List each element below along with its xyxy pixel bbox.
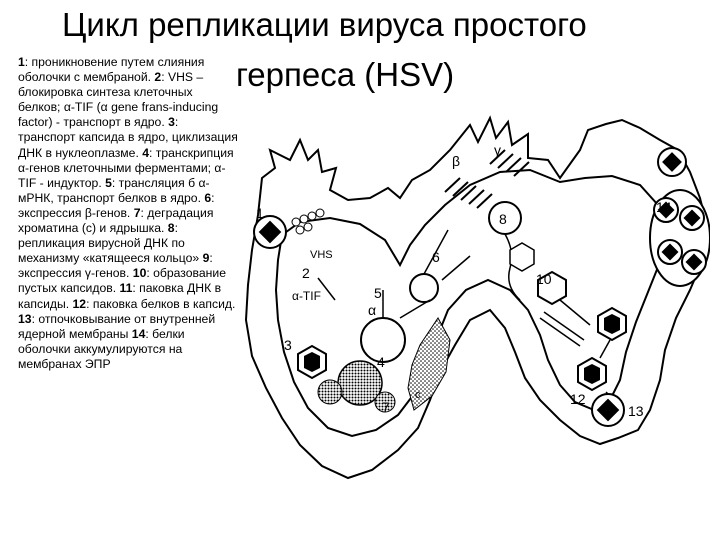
legend-description: : экспрессия β-генов. bbox=[18, 190, 215, 220]
legend-description: : паковка белков в капсид. bbox=[86, 296, 236, 311]
label-chromatin: c bbox=[415, 389, 421, 401]
legend-number: 13 bbox=[18, 311, 32, 326]
legend-description: : репликация вирусной ДНК по механизму «катящееся кольцо» bbox=[18, 221, 203, 266]
legend-number: 2 bbox=[154, 70, 162, 85]
label-stage-8: 8 bbox=[499, 211, 507, 227]
label-vhs: VHS bbox=[310, 249, 333, 261]
legend-number: 5 bbox=[105, 175, 112, 190]
page-title-line1: Цикл репликации вируса простого bbox=[62, 6, 587, 43]
label-stage-14: 14 bbox=[656, 199, 672, 215]
enveloped-virion bbox=[680, 206, 704, 230]
legend-number: 7 bbox=[133, 205, 141, 220]
legend-item bbox=[73, 297, 236, 311]
label-gamma: γ bbox=[494, 142, 501, 158]
label-stage-13: 13 bbox=[628, 403, 644, 419]
enveloped-virion bbox=[682, 250, 706, 274]
legend-description: : трансляция б α-мРНК, транспорт белков в ядро. bbox=[18, 175, 210, 205]
beta-dna-circle bbox=[410, 274, 438, 302]
nucleolus-fragment bbox=[318, 380, 342, 404]
label-stage-1: 1 bbox=[256, 205, 264, 221]
full-capsid bbox=[598, 308, 626, 340]
legend-number: 4 bbox=[142, 145, 150, 160]
label-beta: β bbox=[452, 153, 461, 169]
legend-number: 9 bbox=[202, 251, 210, 266]
label-atif: α-TIF bbox=[292, 289, 321, 303]
legend-number: 11 bbox=[119, 281, 133, 296]
legend-item bbox=[18, 312, 215, 341]
legend-number: 3 bbox=[168, 115, 175, 130]
legend-description: : VHS – блокировка синтеза клеточных белков; α-TIF (α gene frans-inducing factor) - транспорт в ядро. bbox=[18, 70, 219, 130]
full-capsid bbox=[578, 358, 606, 390]
legend-description: : деградация хроматина (с) и ядрышка. bbox=[18, 205, 214, 236]
legend-description: : образование пустых капсидов. bbox=[18, 266, 226, 296]
legend-description: : паковка ДНК в капсиды. bbox=[18, 281, 222, 311]
label-stage-12: 12 bbox=[570, 391, 586, 407]
label-stage-3: 3 bbox=[284, 337, 292, 353]
legend-description: : экспрессия γ-генов. bbox=[18, 251, 213, 281]
legend-number: 6 bbox=[204, 190, 212, 205]
legend-number: 8 bbox=[167, 221, 175, 236]
enveloped-virion bbox=[658, 240, 682, 264]
legend-number: 1 bbox=[18, 55, 25, 69]
legend-text bbox=[18, 55, 238, 372]
legend-description: : отпочковывание от внутренней ядерной мембраны bbox=[18, 311, 216, 341]
label-alpha: α bbox=[368, 302, 377, 318]
label-stage-4: 4 bbox=[377, 354, 385, 370]
legend-number: 12 bbox=[72, 296, 87, 311]
capsid-at-pore bbox=[298, 346, 326, 378]
legend-number: 10 bbox=[132, 266, 147, 281]
legend-description: : транспорт капсида в ядро, циклизация ДНК в нуклеоплазме. bbox=[18, 115, 238, 160]
legend-description: : транскрипция α-генов клеточными ферментами; α-TIF - индуктор. bbox=[18, 145, 234, 190]
page-title-line2: герпеса (HSV) bbox=[236, 56, 455, 93]
label-stage-10: 10 bbox=[536, 271, 552, 287]
legend-description: : проникновение путем слияния оболочки с мембраной. bbox=[18, 55, 205, 85]
label-stage-2: 2 bbox=[302, 265, 310, 281]
hsv-replication-diagram bbox=[240, 100, 710, 540]
label-stage-7: 7 bbox=[382, 399, 390, 415]
released-virion bbox=[658, 148, 686, 176]
legend-number: 14 bbox=[131, 326, 146, 341]
empty-capsid bbox=[510, 243, 534, 271]
label-stage-6: 6 bbox=[432, 249, 440, 265]
budding-virion bbox=[592, 394, 624, 426]
label-stage-5: 5 bbox=[374, 285, 382, 301]
legend-description: : белки оболочки аккумулируются на мембранах ЭПР bbox=[18, 326, 185, 371]
